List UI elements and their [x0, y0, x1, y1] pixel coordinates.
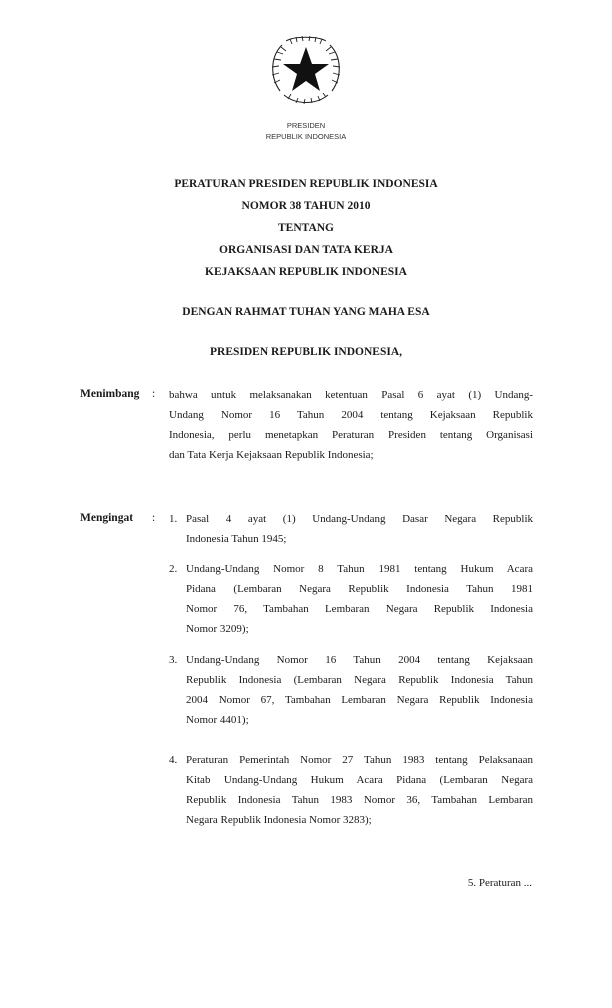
item-line: 2004 Nomor 67, Tambahan Lembaran Negara Republik Indonesia	[186, 694, 533, 706]
item-line: Undang-Undang Nomor 8 Tahun 1981 tentang Hukum Acara	[186, 563, 533, 575]
emblem-caption-republik: REPUBLIK INDONESIA	[265, 132, 347, 141]
item-line: Republik Indonesia Tahun 1983 Nomor 36, Tambahan Lembaran	[186, 794, 533, 806]
title-subject-1: ORGANISASI DAN TATA KERJA	[219, 244, 393, 256]
item-line: Nomor 3209);	[186, 623, 249, 635]
item-line: Pasal 4 ayat (1) Undang-Undang Dasar Negara Republik	[186, 513, 533, 525]
star-wreath-icon	[266, 33, 346, 109]
item-line: Negara Republik Indonesia Nomor 3283);	[186, 814, 372, 826]
item-line: Peraturan Pemerintah Nomor 27 Tahun 1983 tentang Pelaksanaan	[186, 754, 533, 766]
title-subject-2: KEJAKSAAN REPUBLIK INDONESIA	[205, 266, 407, 278]
garuda-emblem-icon	[266, 33, 346, 109]
title-tentang: TENTANG	[277, 222, 335, 234]
item-line: Nomor 76, Tambahan Lembaran Negara Republik Indonesia	[186, 603, 533, 615]
mengingat-label: Mengingat	[80, 512, 134, 524]
menimbang-colon: :	[152, 388, 156, 400]
menimbang-line: Indonesia, perlu menetapkan Peraturan Presiden tentang Organisasi	[169, 429, 533, 441]
title-number-year: NOMOR 38 TAHUN 2010	[241, 200, 371, 212]
emblem-caption-presiden: PRESIDEN	[286, 121, 326, 130]
item-number: 3.	[169, 654, 178, 666]
menimbang-line: bahwa untuk melaksanakan ketentuan Pasal 6 ayat (1) Undang-	[169, 389, 533, 401]
menimbang-line: dan Tata Kerja Kejaksaan Republik Indonesia;	[169, 449, 374, 461]
item-line: Nomor 4401);	[186, 714, 249, 726]
item-line: Kitab Undang-Undang Hukum Acara Pidana (Lembaran Negara	[186, 774, 533, 786]
document-title	[0, 173, 612, 283]
item-line: Republik Indonesia (Lembaran Negara Republik Indonesia Tahun	[186, 674, 533, 686]
mengingat-colon: :	[152, 512, 156, 524]
item-line: Pidana (Lembaran Negara Republik Indonesia Tahun 1981	[186, 583, 533, 595]
authority: PRESIDEN REPUBLIK INDONESIA,	[209, 346, 403, 358]
item-line: Undang-Undang Nomor 16 Tahun 2004 tentang Kejaksaan	[186, 654, 533, 666]
item-number: 4.	[169, 754, 178, 766]
menimbang-line: Undang Nomor 16 Tahun 2004 tentang Kejaksaan Republik	[169, 409, 533, 421]
continuation-marker: 5. Peraturan ...	[467, 877, 532, 889]
item-number: 1.	[169, 513, 178, 525]
title-regulation-type: PERATURAN PRESIDEN REPUBLIK INDONESIA	[174, 178, 438, 190]
menimbang-text	[169, 385, 533, 465]
menimbang-label: Menimbang	[80, 388, 140, 400]
item-line: Indonesia Tahun 1945;	[186, 533, 287, 545]
invocation: DENGAN RAHMAT TUHAN YANG MAHA ESA	[182, 306, 430, 318]
item-number: 2.	[169, 563, 178, 575]
